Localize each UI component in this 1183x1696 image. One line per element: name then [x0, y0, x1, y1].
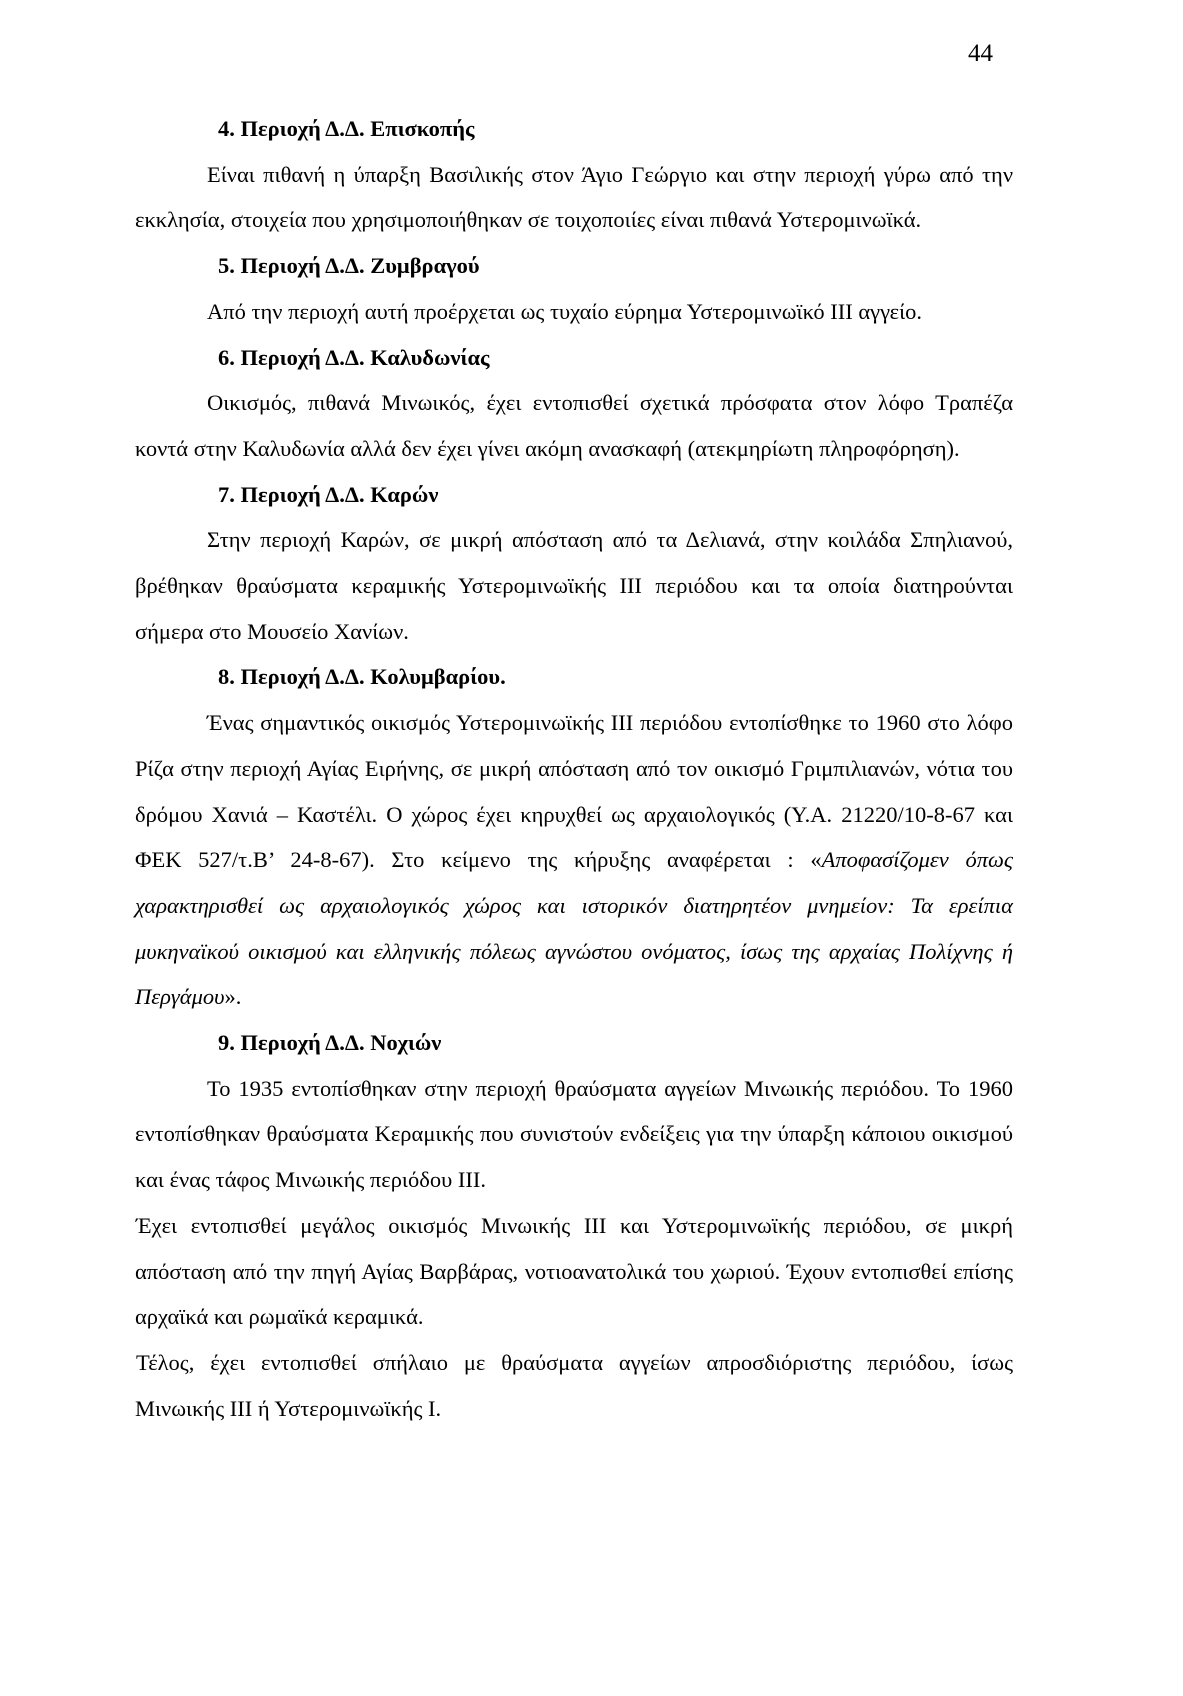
- section-paragraph: Είναι πιθανή η ύπαρξη Βασιλικής στον Άγιο Γεώργιο και στην περιοχή γύρω από την εκκλησία, στοιχεία που χρησιμοποιήθηκαν σε τοιχοποιίες είναι πιθανά Υστερομινωϊκά.: [135, 161, 1013, 233]
- section-paragraph: [135, 700, 1013, 1020]
- page-number: 44: [968, 40, 993, 67]
- section-paragraph: Τέλος, έχει εντοπισθεί σπήλαιο με θραύσματα αγγείων απροσδιόριστης περιόδου, ίσως Μινωικής ΙΙΙ ή Υστερομινωϊκής Ι.: [135, 1349, 1013, 1421]
- section-paragraph: Οικισμός, πιθανά Μινωικός, έχει εντοπισθεί σχετικά πρόσφατα στον λόφο Τραπέζα κοντά στην Καλυδωνία αλλά δεν έχει γίνει ακόμη ανασκαφή (ατεκμηρίωτη πληροφόρηση).: [135, 390, 1013, 461]
- section-heading: 8. Περιοχή Δ.Δ. Κολυμβαρίου.: [218, 664, 506, 690]
- paragraph-text-end: ».: [224, 984, 242, 1010]
- paragraph-text: Ένας σημαντικός οικισμός Υστερομινωϊκής ΙΙΙ περιόδου εντοπίσθηκε το 1960 στο λόφο Ρίζα στην περιοχή Αγίας Ειρήνης, σε μικρή απόσταση από τον οικισμό Γριμπιλιανών, νότια του δρόμου Χανιά – Καστέλι. Ο χώρος έχει κηρυχθεί ως αρχαιολογικός (Υ.Α. 21220/10-8-67 και ΦΕΚ 527/τ.Β’ 24-8-67). Στο κείμενο της κήρυξης αναφέρεται : «: [135, 710, 1013, 873]
- section-heading: 6. Περιοχή Δ.Δ. Καλυδωνίας: [218, 344, 490, 370]
- section-heading: 9. Περιοχή Δ.Δ. Νοχιών: [218, 1030, 442, 1056]
- section-paragraph: Το 1935 εντοπίσθηκαν στην περιοχή θραύσματα αγγείων Μινωικής περιόδου. Το 1960 εντοπίσθηκαν θραύσματα Κεραμικής που συνιστούν ενδείξεις για την ύπαρξη κάποιου οικισμού και ένας τάφος Μινωικής περιόδου ΙΙΙ.: [135, 1075, 1013, 1193]
- quoted-decree-text: Αποφασίζομεν όπως χαρακτηρισθεί ως αρχαιολογικός χώρος και ιστορικόν διατηρητέον μνημείον: Τα ερείπια μυκηναϊκού οικισμού και ελληνικής πόλεως αγνώστου ονόματος, ίσως της αρχαίας Πολίχνης ή Περγάμου: [135, 847, 1013, 1010]
- section-heading: 5. Περιοχή Δ.Δ. Ζυμβραγού: [218, 253, 480, 279]
- section-heading: 7. Περιοχή Δ.Δ. Καρών: [218, 481, 439, 507]
- section-paragraph: Έχει εντοπισθεί μεγάλος οικισμός Μινωικής ΙΙΙ και Υστερομινωϊκής περιόδου, σε μικρή απόσταση από την πηγή Αγίας Βαρβάρας, νοτιοανατολικά του χωριού. Έχουν εντοπισθεί επίσης αρχαϊκά και ρωμαϊκά κεραμικά.: [135, 1212, 1013, 1330]
- section-paragraph: Από την περιοχή αυτή προέρχεται ως τυχαίο εύρημα Υστερομινωϊκό ΙΙΙ αγγείο.: [207, 298, 923, 324]
- document-body: [135, 106, 1013, 1431]
- section-paragraph: Στην περιοχή Καρών, σε μικρή απόσταση από τα Δελιανά, στην κοιλάδα Σπηλιανού, βρέθηκαν θραύσματα κεραμικής Υστερομινωϊκής ΙΙΙ περιόδου και τα οποία διατηρούνται σήμερα στο Μουσείο Χανίων.: [135, 527, 1013, 644]
- section-heading: 4. Περιοχή Δ.Δ. Επισκοπής: [218, 116, 475, 141]
